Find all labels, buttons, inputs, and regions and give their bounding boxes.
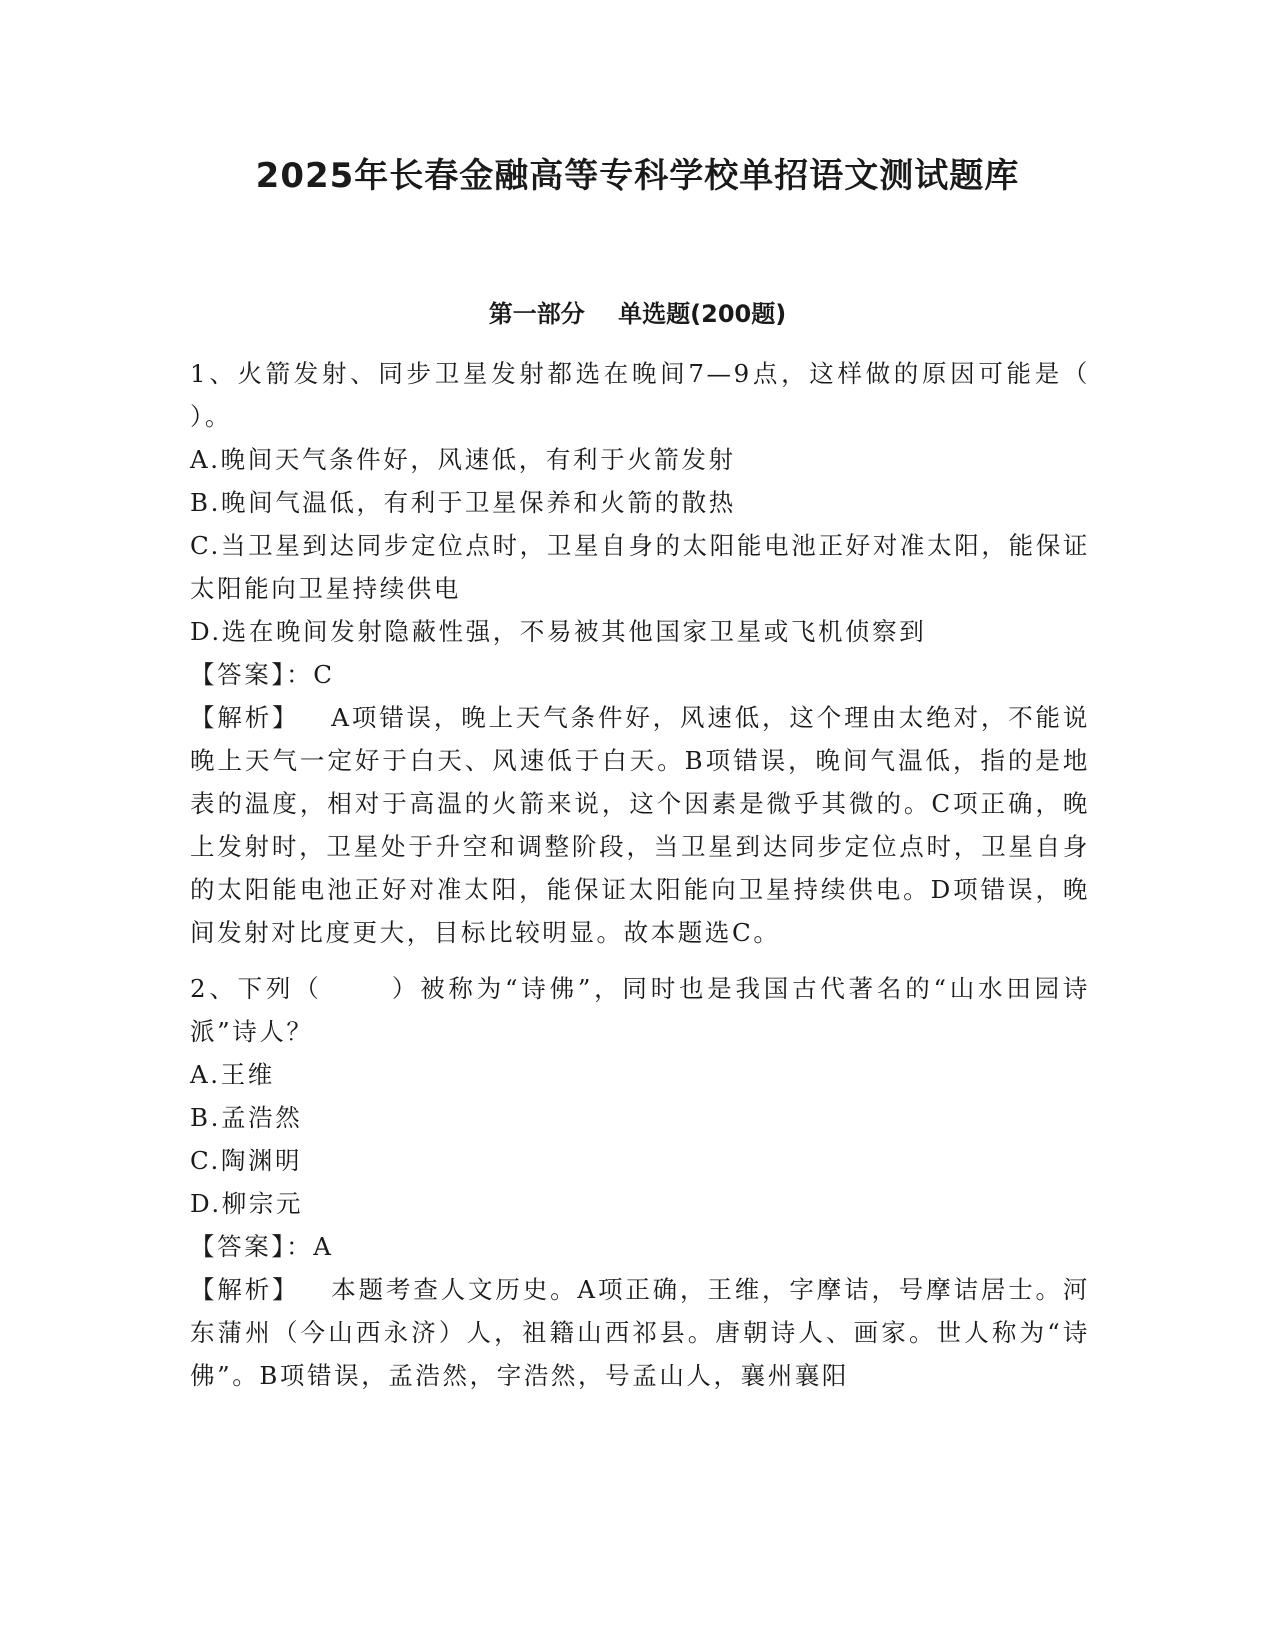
- option-c: C.陶渊明: [190, 1146, 303, 1175]
- option-c: C.当卫星到达同步定位点时，卫星自身的太阳能电池正好对准太阳，能保证太阳能向卫星持续供电: [190, 531, 1090, 603]
- option-d: D.柳宗元: [190, 1189, 304, 1218]
- section-title: 第一部分 单选题(200题): [488, 300, 787, 328]
- question-stem: 1、火箭发射、同步卫星发射都选在晚间7—9点，这样做的原因可能是（ ）。: [190, 359, 1132, 431]
- option-b: B.晚间气温低，有利于卫星保养和火箭的散热: [190, 488, 736, 517]
- question-list: [190, 352, 1132, 1397]
- option-a: A.晚间天气条件好，风速低，有利于火箭发射: [190, 445, 736, 474]
- answer: 【答案】：A: [190, 1232, 334, 1261]
- option-d: D.选在晚间发射隐蔽性强，不易被其他国家卫星或飞机侦察到: [190, 617, 927, 646]
- analysis: 【解析】 A项错误，晚上天气条件好，风速低，这个理由太绝对，不能说晚上天气一定好于白天、风速低于白天。B项错误，晚间气温低，指的是地表的温度，相对于高温的火箭来说，这个因素是微乎其微的。C项正确，晚上发射时，卫星处于升空和调整阶段，当卫星到达同步定位点时，卫星自身的太阳能电池正好对准太阳，能保证太阳能向卫星持续供电。D项错误，晚间发射对比度更大，目标比较明显。故本题选C。: [190, 703, 1090, 947]
- answer: 【答案】：C: [190, 660, 335, 689]
- option-b: B.孟浩然: [190, 1103, 303, 1132]
- analysis: 【解析】 本题考查人文历史。A项正确，王维，字摩诘，号摩诘居士。河东蒲州（今山西永济）人，祖籍山西祁县。唐朝诗人、画家。世人称为“诗佛”。B项错误，孟浩然，字浩然，号孟山人，襄州襄阳: [190, 1275, 1090, 1390]
- question-2: [190, 967, 1090, 1397]
- question-1: [190, 352, 1132, 954]
- document-title: 2025年长春金融高等专科学校单招语文测试题库: [255, 156, 1020, 196]
- option-a: A.王维: [190, 1060, 275, 1089]
- question-stem: 2、下列（ ）被称为“诗佛”，同时也是我国古代著名的“山水田园诗派”诗人？: [190, 974, 1090, 1046]
